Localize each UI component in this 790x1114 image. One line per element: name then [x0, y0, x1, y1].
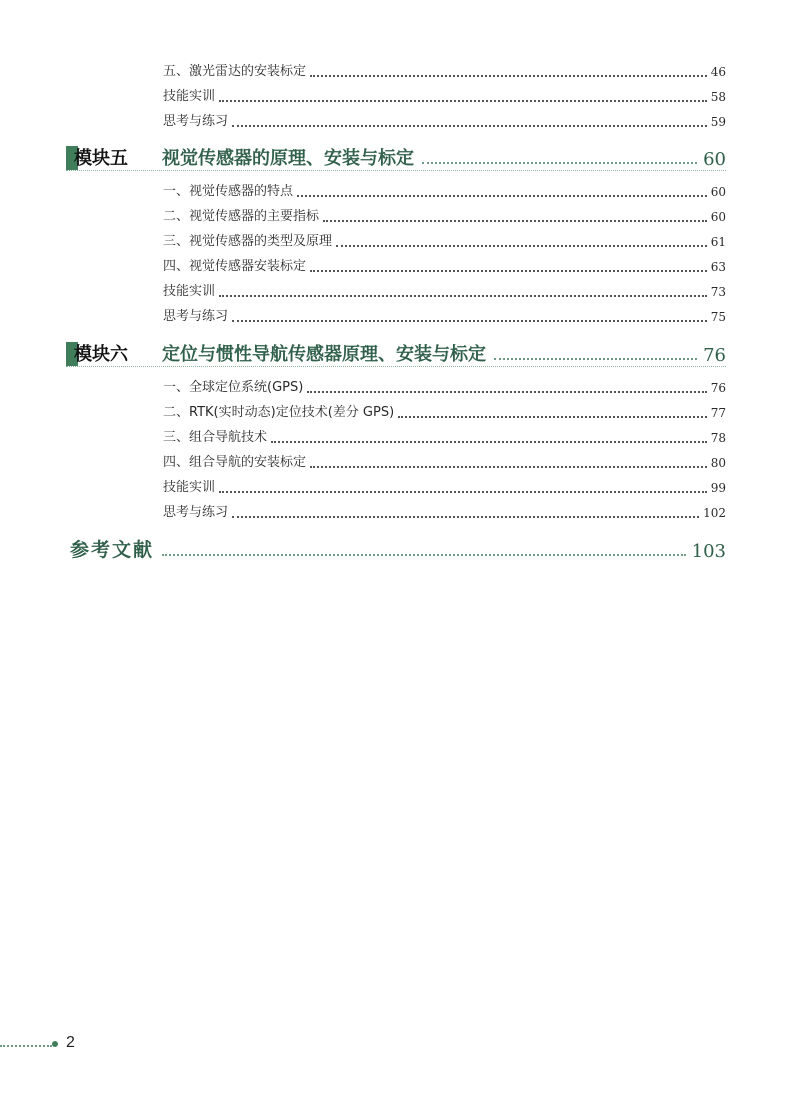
dot-leader: [336, 245, 707, 247]
toc-entry-label: 思考与练习: [163, 505, 229, 520]
module-heading-5[interactable]: [70, 140, 726, 170]
toc-entry[interactable]: [163, 474, 726, 496]
footer-dot-line: [0, 1045, 52, 1047]
dot-leader: [310, 466, 707, 468]
dot-leader: [219, 295, 707, 297]
toc-entry[interactable]: [163, 178, 726, 200]
toc-entry-page: 46: [710, 65, 726, 79]
module-name: 模块六: [74, 344, 128, 365]
dot-leader: [162, 554, 686, 556]
dot-leader: [232, 320, 707, 322]
dot-leader: [232, 125, 707, 127]
toc-entry-page: 77: [710, 406, 726, 420]
module-underline: [66, 366, 726, 367]
module-title: 定位与惯性导航传感器原理、安装与标定: [162, 344, 486, 365]
module-heading-6[interactable]: [70, 336, 726, 366]
toc-entry[interactable]: [163, 228, 726, 250]
toc-entry-label: 四、组合导航的安装标定: [163, 455, 307, 470]
toc-entry[interactable]: [163, 499, 726, 521]
toc-entry-label: 思考与练习: [163, 309, 229, 324]
toc-entry-page: 75: [710, 310, 726, 324]
toc-entry-page: 78: [710, 431, 726, 445]
toc-entry-label: 技能实训: [163, 480, 216, 495]
toc-entry-page: 60: [710, 210, 726, 224]
dot-leader: [310, 270, 707, 272]
toc-entry-page: 73: [710, 285, 726, 299]
toc-entry-label: 一、视觉传感器的特点: [163, 184, 294, 199]
toc-entry[interactable]: [163, 253, 726, 275]
dot-leader: [219, 100, 707, 102]
dot-leader: [219, 491, 707, 493]
toc-entry-label: 二、视觉传感器的主要指标: [163, 209, 320, 224]
references-title: 参考文献: [70, 539, 155, 561]
toc-entry-page: 59: [710, 115, 726, 129]
toc-entry[interactable]: [163, 399, 726, 421]
toc-entry[interactable]: [163, 58, 726, 80]
dot-leader: [297, 195, 707, 197]
dot-leader: [232, 516, 699, 518]
toc-entry[interactable]: [163, 83, 726, 105]
module-page: 60: [703, 149, 726, 170]
toc-entry[interactable]: [163, 449, 726, 471]
footer-bullet-icon: [52, 1041, 58, 1047]
toc-entry-page: 58: [710, 90, 726, 104]
toc-entry-page: 76: [710, 381, 726, 395]
toc-entry-page: 99: [710, 481, 726, 495]
toc-entry[interactable]: [163, 374, 726, 396]
toc-entry-page: 60: [710, 185, 726, 199]
toc-entry-label: 四、视觉传感器安装标定: [163, 259, 307, 274]
module-name: 模块五: [74, 148, 128, 169]
toc-entry[interactable]: [163, 278, 726, 300]
toc-entry-page: 63: [710, 260, 726, 274]
toc-entry-label: 一、全球定位系统(GPS): [163, 380, 304, 395]
toc-entry[interactable]: [163, 203, 726, 225]
references-page: 103: [691, 541, 726, 562]
toc-entry-label: 二、RTK(实时动态)定位技术(差分 GPS): [163, 405, 395, 420]
toc-entry[interactable]: [163, 303, 726, 325]
dot-leader: [398, 416, 707, 418]
toc-entry-label: 技能实训: [163, 284, 216, 299]
dot-leader: [307, 391, 706, 393]
dot-leader: [422, 162, 697, 164]
dot-leader: [494, 358, 697, 360]
dot-leader: [310, 75, 707, 77]
dot-leader: [271, 441, 707, 443]
references-entry[interactable]: [70, 534, 726, 562]
dot-leader: [323, 220, 707, 222]
toc-entry-label: 技能实训: [163, 89, 216, 104]
toc-entry[interactable]: [163, 108, 726, 130]
toc-entry-page: 61: [710, 235, 726, 249]
toc-entry[interactable]: [163, 424, 726, 446]
module-title: 视觉传感器的原理、安装与标定: [162, 148, 414, 169]
page-number: 2: [66, 1034, 75, 1051]
toc-entry-page: 80: [710, 456, 726, 470]
toc-entry-label: 三、组合导航技术: [163, 430, 268, 445]
toc-entry-label: 五、激光雷达的安装标定: [163, 64, 307, 79]
module-page: 76: [703, 345, 726, 366]
toc-entry-page: 102: [703, 506, 726, 520]
toc-entry-label: 思考与练习: [163, 114, 229, 129]
module-underline: [66, 170, 726, 171]
toc-entry-label: 三、视觉传感器的类型及原理: [163, 234, 333, 249]
